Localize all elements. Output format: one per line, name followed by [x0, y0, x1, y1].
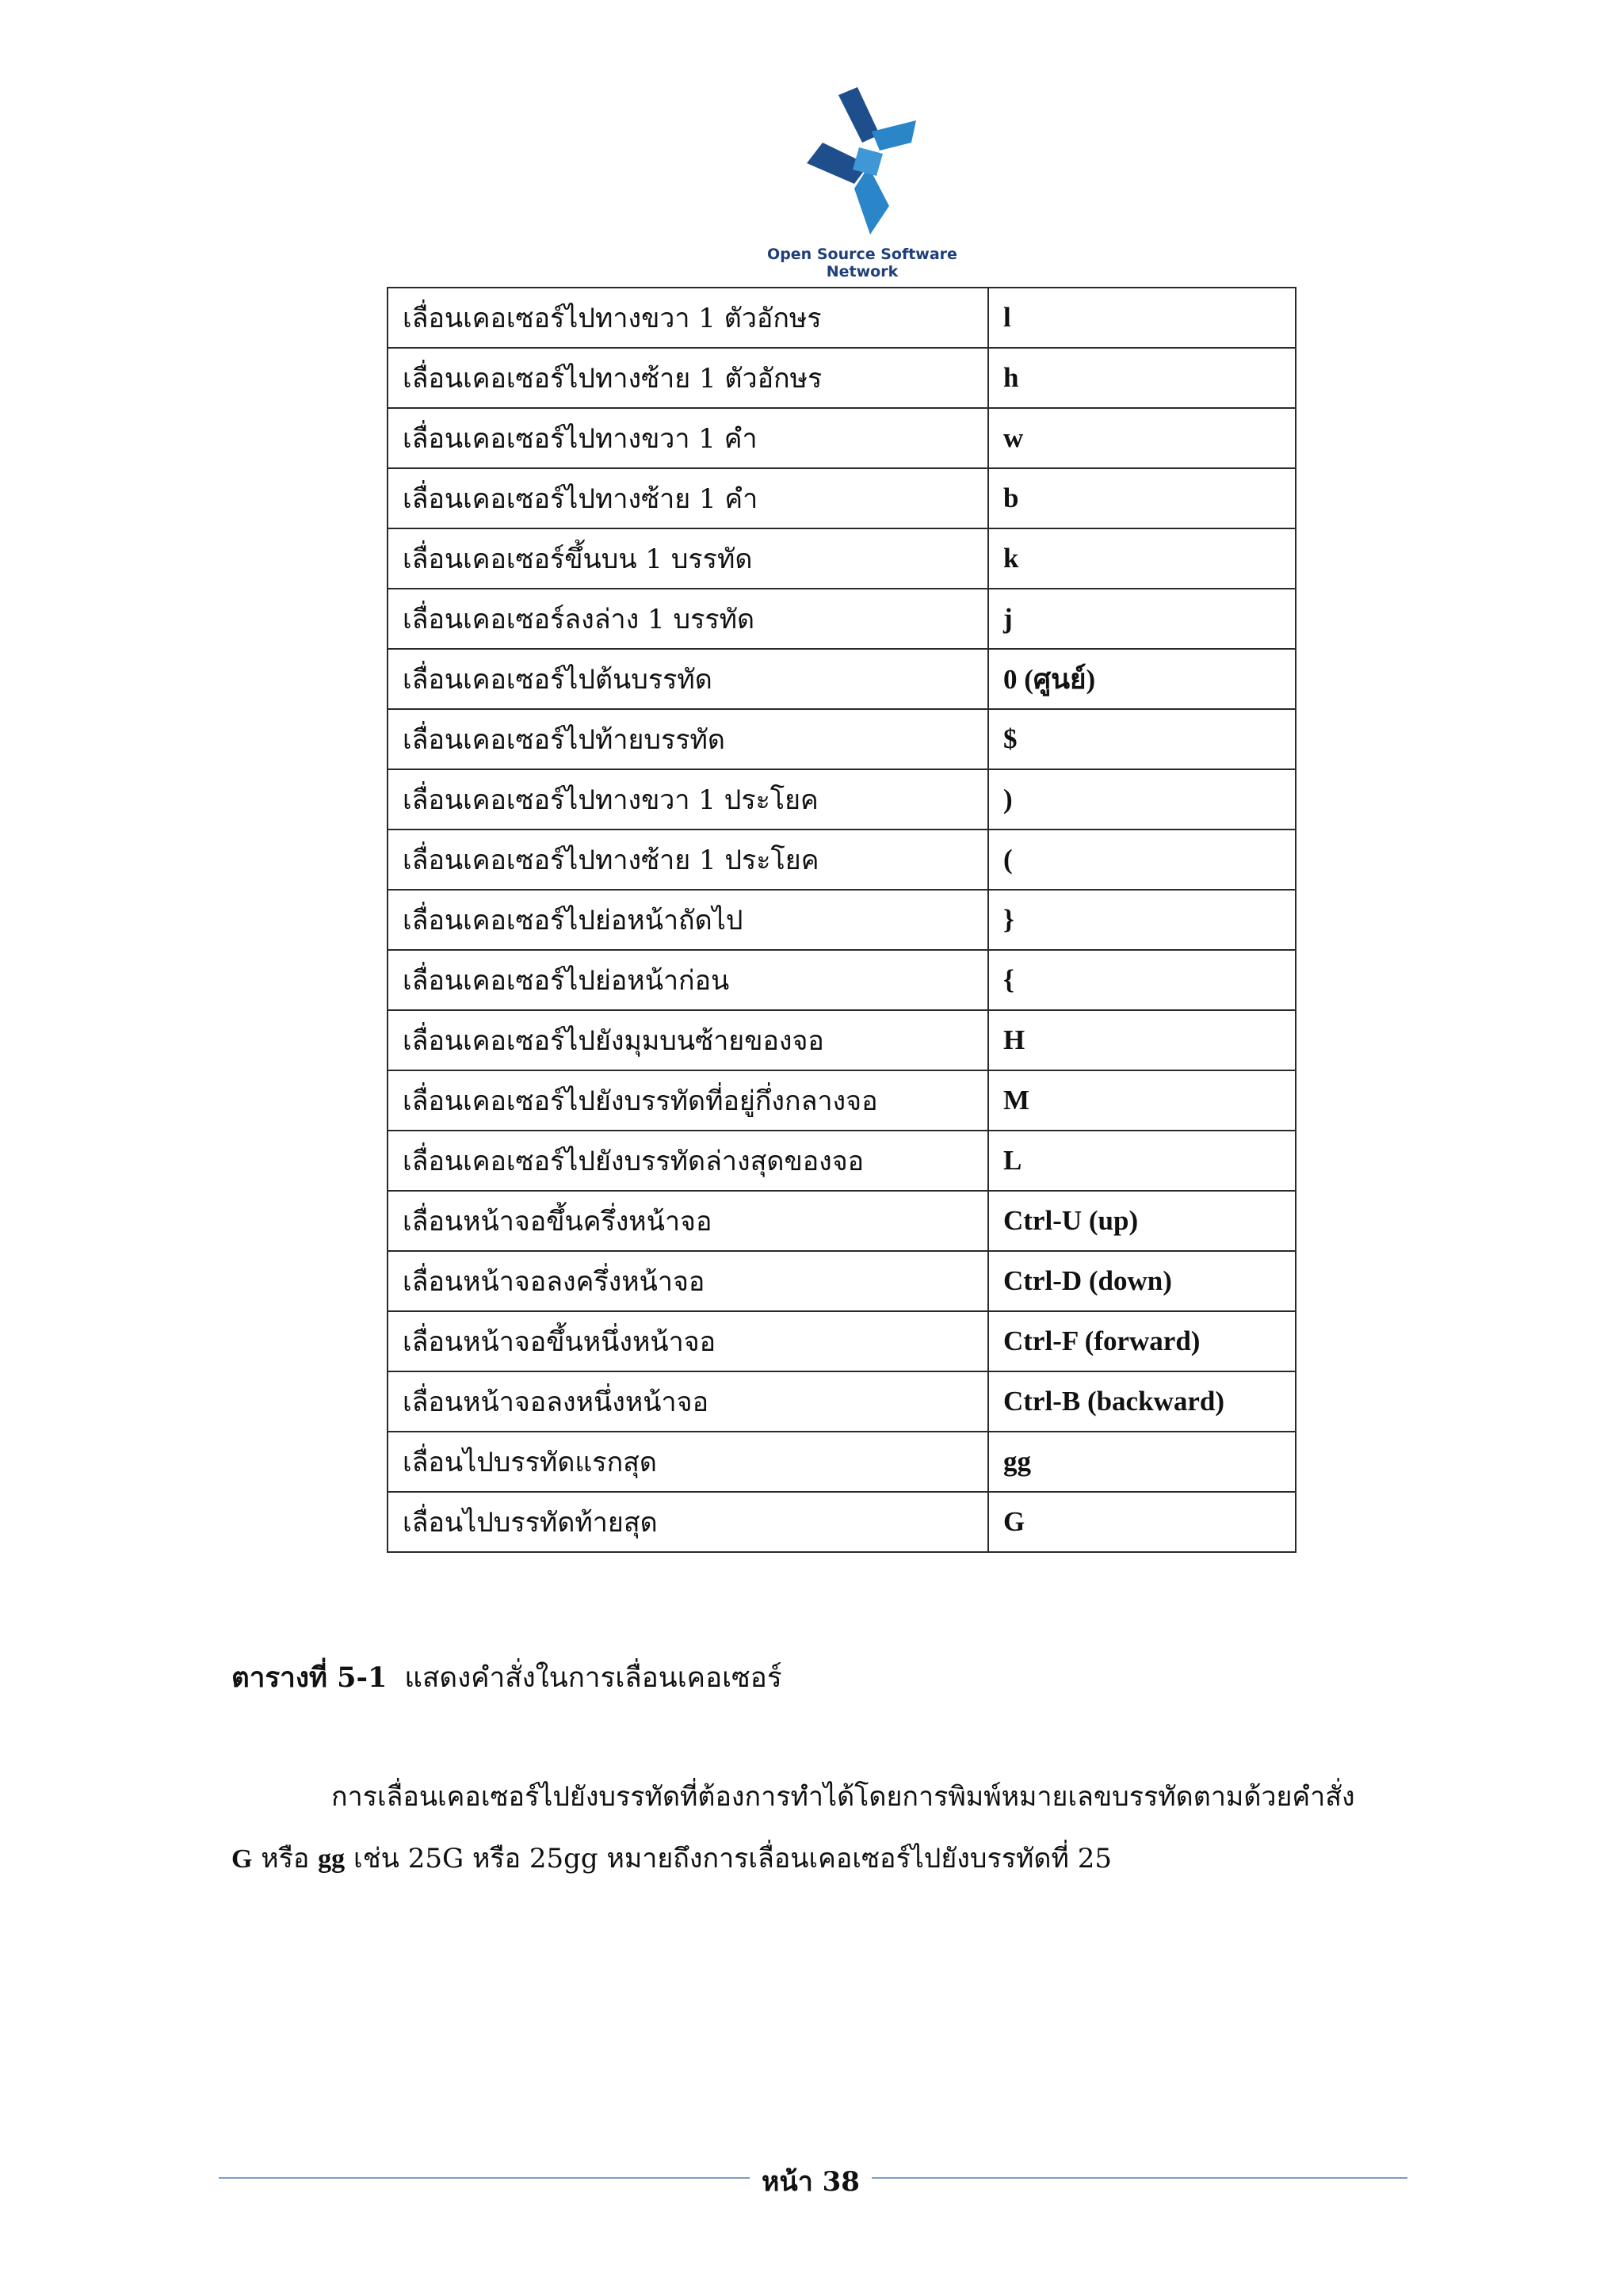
command-description: เลื่อนหน้าจอขึ้นหนึ่งหน้าจอ — [388, 1311, 988, 1371]
command-description: เลื่อนเคอเซอร์ไปท้ายบรรทัด — [388, 709, 988, 769]
table-row — [388, 1131, 1296, 1191]
paragraph-key-G: G — [231, 1844, 253, 1874]
command-key: Ctrl-F (forward) — [988, 1311, 1296, 1371]
logo-text: Open Source Software Network — [767, 246, 957, 280]
command-key: H — [988, 1010, 1296, 1070]
command-key: h — [988, 348, 1296, 408]
command-description: เลื่อนหน้าจอลงครึ่งหน้าจอ — [388, 1251, 988, 1311]
vi-cursor-commands-table — [387, 287, 1296, 1553]
table-row — [388, 1010, 1296, 1070]
table-row — [388, 1371, 1296, 1432]
page-number: หน้า 38 — [762, 2166, 860, 2198]
command-key: L — [988, 1131, 1296, 1191]
table-row — [388, 528, 1296, 589]
command-description: เลื่อนเคอเซอร์ขึ้นบน 1 บรรทัด — [388, 528, 988, 589]
table-row — [388, 1191, 1296, 1251]
command-description: เลื่อนเคอเซอร์ไปต้นบรรทัด — [388, 649, 988, 709]
command-description: เลื่อนเคอเซอร์ลงล่าง 1 บรรทัด — [388, 589, 988, 649]
footer-rule-left — [219, 2177, 750, 2179]
table-row — [388, 769, 1296, 830]
osn-logo — [751, 87, 973, 280]
command-description: เลื่อนเคอเซอร์ไปทางซ้าย 1 ตัวอักษร — [388, 348, 988, 408]
command-description: เลื่อนเคอเซอร์ไปย่อหน้าก่อน — [388, 950, 988, 1010]
command-description: เลื่อนหน้าจอลงหนึ่งหน้าจอ — [388, 1371, 988, 1432]
command-description: เลื่อนไปบรรทัดแรกสุด — [388, 1432, 988, 1492]
command-description: เลื่อนเคอเซอร์ไปย่อหน้าถัดไป — [388, 890, 988, 950]
command-key: w — [988, 408, 1296, 468]
paragraph-line-1: การเลื่อนเคอเซอร์ไปยังบรรทัดที่ต้องการทำได้โดยการพิมพ์หมายเลขบรรทัดตามด้วยคำสั่ง — [331, 1781, 1355, 1813]
table-row — [388, 589, 1296, 649]
table-row — [388, 709, 1296, 769]
paragraph-line-2 — [231, 1836, 1373, 1879]
command-key: gg — [988, 1432, 1296, 1492]
command-description: เลื่อนไปบรรทัดท้ายสุด — [388, 1492, 988, 1552]
table-row — [388, 1251, 1296, 1311]
osn-logo-icon — [807, 87, 918, 238]
table-row — [388, 408, 1296, 468]
table-row — [388, 890, 1296, 950]
command-description: เลื่อนหน้าจอขึ้นครึ่งหน้าจอ — [388, 1191, 988, 1251]
command-key: ( — [988, 830, 1296, 890]
command-description: เลื่อนเคอเซอร์ไปทางขวา 1 ตัวอักษร — [388, 288, 988, 348]
paragraph-rest: เช่น 25G หรือ 25gg หมายถึงการเลื่อนเคอเซอร์ไปยังบรรทัดที่ 25 — [345, 1843, 1112, 1875]
table-row — [388, 1070, 1296, 1131]
table-caption — [231, 1656, 782, 1699]
table-row — [388, 468, 1296, 528]
command-description: เลื่อนเคอเซอร์ไปยังบรรทัดล่างสุดของจอ — [388, 1131, 988, 1191]
command-key: Ctrl-D (down) — [988, 1251, 1296, 1311]
command-key: j — [988, 589, 1296, 649]
table-caption-text: แสดงคำสั่งในการเลื่อนเคอเซอร์ — [404, 1662, 782, 1694]
command-key: k — [988, 528, 1296, 589]
table-row — [388, 950, 1296, 1010]
table-row — [388, 348, 1296, 408]
command-description: เลื่อนเคอเซอร์ไปทางซ้าย 1 ประโยค — [388, 830, 988, 890]
paragraph-or: หรือ — [252, 1843, 319, 1875]
table-row — [388, 1432, 1296, 1492]
command-key: } — [988, 890, 1296, 950]
command-key: b — [988, 468, 1296, 528]
command-description: เลื่อนเคอเซอร์ไปยังมุมบนซ้ายของจอ — [388, 1010, 988, 1070]
command-key: Ctrl-B (backward) — [988, 1371, 1296, 1432]
command-key: { — [988, 950, 1296, 1010]
paragraph-key-gg: gg — [318, 1844, 346, 1874]
command-description: เลื่อนเคอเซอร์ไปทางขวา 1 ประโยค — [388, 769, 988, 830]
command-key: $ — [988, 709, 1296, 769]
command-key: l — [988, 288, 1296, 348]
table-caption-number: ตารางที่ 5-1 — [231, 1661, 388, 1694]
command-description: เลื่อนเคอเซอร์ไปทางซ้าย 1 คำ — [388, 468, 988, 528]
table-row — [388, 1311, 1296, 1371]
command-key: Ctrl-U (up) — [988, 1191, 1296, 1251]
command-description: เลื่อนเคอเซอร์ไปยังบรรทัดที่อยู่กึ่งกลางจอ — [388, 1070, 988, 1131]
footer-rule-right — [872, 2177, 1407, 2179]
table-row — [388, 649, 1296, 709]
command-description: เลื่อนเคอเซอร์ไปทางขวา 1 คำ — [388, 408, 988, 468]
command-key: 0 (ศูนย์) — [988, 649, 1296, 709]
table-row — [388, 1492, 1296, 1552]
command-key: M — [988, 1070, 1296, 1131]
table-row — [388, 830, 1296, 890]
command-key: G — [988, 1492, 1296, 1552]
command-key: ) — [988, 769, 1296, 830]
table-row — [388, 288, 1296, 348]
